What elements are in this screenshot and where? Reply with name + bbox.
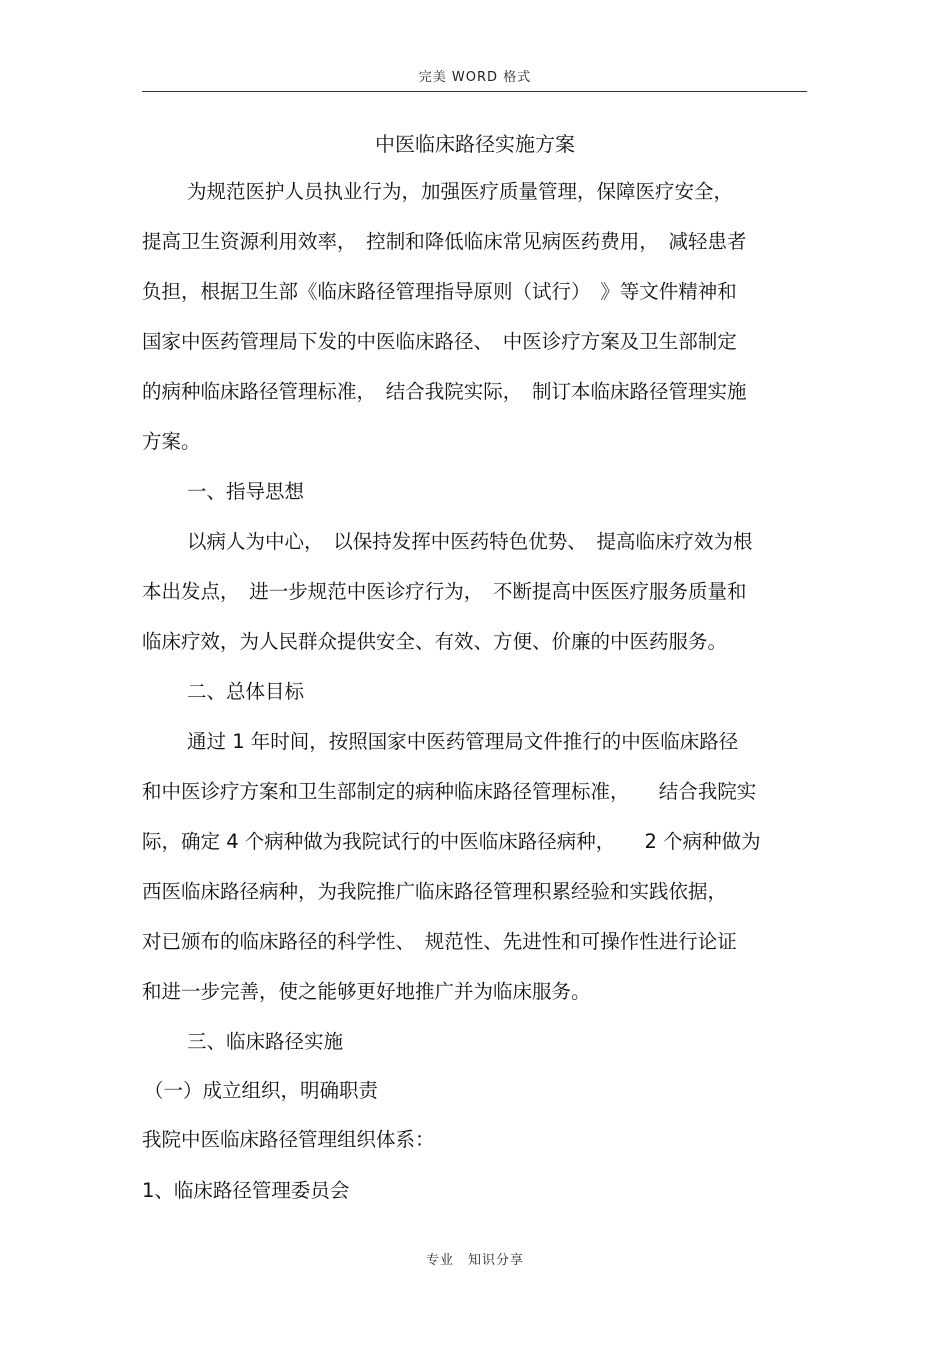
paragraph-line: 国家中医药管理局下发的中医临床路径、 中医诊疗方案及卫生部制定	[142, 330, 737, 353]
paragraph-line: 方案。	[142, 430, 201, 453]
paragraph-line: 的病种临床路径管理标准， 结合我院实际， 制订本临床路径管理实施	[142, 380, 747, 403]
header-text: 完美 WORD 格式	[418, 70, 532, 85]
paragraph-line: 本出发点， 进一步规范中医诊疗行为， 不断提高中医医疗服务质量和	[142, 580, 747, 603]
paragraph-line: 我院中医临床路径管理组织体系：	[142, 1128, 435, 1151]
paragraph-line: 西医临床路径病种，为我院推广临床路径管理积累经验和实践依据，	[142, 880, 728, 903]
paragraph-line: 临床疗效，为人民群众提供安全、有效、方便、价廉的中医药服务。	[142, 630, 728, 653]
paragraph-line: 和中医诊疗方案和卫生部制定的病种临床路径管理标准， 结合我院实	[142, 780, 757, 803]
paragraph-line: 以病人为中心， 以保持发挥中医药特色优势、 提高临床疗效为根	[187, 530, 753, 553]
paragraph-line: 负担，根据卫生部《临床路径管理指导原则（试行） 》等文件精神和	[142, 280, 737, 303]
paragraph-line: 对已颁布的临床路径的科学性、 规范性、先进性和可操作性进行论证	[142, 930, 737, 953]
section-heading: 三、临床路径实施	[187, 1030, 344, 1053]
subsection-heading: （一）成立组织，明确职责	[144, 1079, 379, 1102]
page-footer: 专业 知识分享	[425, 1253, 524, 1268]
header-divider	[142, 91, 807, 92]
document-title: 中医临床路径实施方案	[375, 132, 575, 156]
paragraph-line: 通过 1 年时间，按照国家中医药管理局文件推行的中医临床路径	[187, 730, 739, 753]
paragraph-line: 为规范医护人员执业行为，加强医疗质量管理，保障医疗安全，	[187, 180, 734, 203]
list-item: 1、临床路径管理委员会	[142, 1179, 350, 1202]
section-heading: 一、指导思想	[187, 480, 305, 503]
paragraph-line: 际，确定 4 个病种做为我院试行的中医临床路径病种， 2 个病种做为	[142, 830, 761, 853]
paragraph-line: 提高卫生资源利用效率， 控制和降低临床常见病医药费用， 减轻患者	[142, 230, 747, 253]
section-heading: 二、总体目标	[187, 680, 305, 703]
paragraph-line: 和进一步完善，使之能够更好地推广并为临床服务。	[142, 980, 591, 1003]
